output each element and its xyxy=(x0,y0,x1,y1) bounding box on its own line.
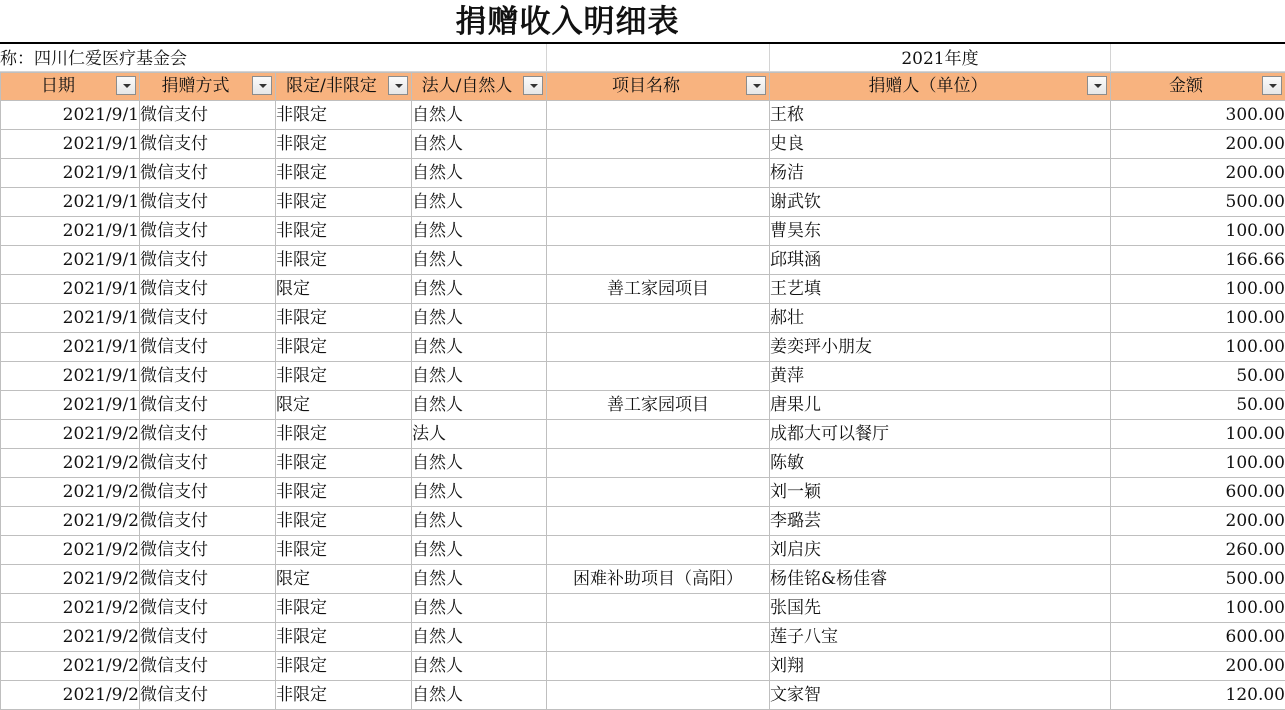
cell-scope[interactable]: 限定 xyxy=(276,275,412,304)
table-row xyxy=(1,681,1285,710)
cell-date[interactable]: 2021/9/2 xyxy=(1,420,140,449)
cell-donor[interactable]: 邱琪涵 xyxy=(770,246,1111,275)
cell-project[interactable] xyxy=(547,130,770,159)
table-row xyxy=(1,188,1285,217)
column-header-scope[interactable] xyxy=(276,73,412,101)
title-row xyxy=(0,0,1285,44)
cell-scope[interactable]: 限定 xyxy=(276,565,412,594)
cell-scope[interactable]: 非限定 xyxy=(276,420,412,449)
table-row xyxy=(1,478,1285,507)
cell-donor-type[interactable]: 自然人 xyxy=(412,681,547,710)
cell-date[interactable]: 2021/9/2 xyxy=(1,536,140,565)
cell-method[interactable]: 微信支付 xyxy=(140,681,276,710)
cell-donor[interactable]: 郝壮 xyxy=(770,304,1111,333)
cell-scope[interactable]: 非限定 xyxy=(276,362,412,391)
cell-date[interactable]: 2021/9/1 xyxy=(1,275,140,304)
cell-donor[interactable]: 莲子八宝 xyxy=(770,623,1111,652)
cell-scope[interactable]: 非限定 xyxy=(276,217,412,246)
cell-scope[interactable]: 非限定 xyxy=(276,188,412,217)
cell-divider xyxy=(546,44,547,71)
column-header-donor-type[interactable] xyxy=(412,73,547,101)
cell-project[interactable] xyxy=(547,449,770,478)
cell-scope[interactable]: 限定 xyxy=(276,391,412,420)
cell-project[interactable] xyxy=(547,681,770,710)
cell-date[interactable]: 2021/9/2 xyxy=(1,507,140,536)
cell-date[interactable]: 2021/9/1 xyxy=(1,101,140,130)
cell-scope[interactable]: 非限定 xyxy=(276,594,412,623)
column-header-label: 项目名称 xyxy=(547,73,745,100)
dropdown-filter-icon[interactable] xyxy=(523,76,543,95)
cell-donor[interactable]: 李璐芸 xyxy=(770,507,1111,536)
cell-donor[interactable]: 曹昊东 xyxy=(770,217,1111,246)
cell-scope[interactable]: 非限定 xyxy=(276,101,412,130)
cell-project[interactable] xyxy=(547,188,770,217)
cell-scope[interactable]: 非限定 xyxy=(276,652,412,681)
cell-donor-type[interactable]: 自然人 xyxy=(412,159,547,188)
cell-donor[interactable]: 杨洁 xyxy=(770,159,1111,188)
dropdown-filter-icon[interactable] xyxy=(388,76,408,95)
table-row xyxy=(1,246,1285,275)
column-header-label: 日期 xyxy=(1,73,115,100)
cell-donor[interactable]: 谢武钦 xyxy=(770,188,1111,217)
cell-donor-type[interactable]: 法人 xyxy=(412,420,547,449)
cell-date[interactable]: 2021/9/2 xyxy=(1,478,140,507)
table-row xyxy=(1,333,1285,362)
cell-method[interactable]: 微信支付 xyxy=(140,159,276,188)
cell-amount[interactable]: 600.00 xyxy=(1111,478,1285,507)
table-body xyxy=(1,101,1285,710)
column-header-donor[interactable] xyxy=(770,73,1111,101)
cell-date[interactable]: 2021/9/2 xyxy=(1,449,140,478)
cell-amount[interactable]: 50.00 xyxy=(1111,391,1285,420)
cell-amount[interactable]: 200.00 xyxy=(1111,159,1285,188)
cell-donor[interactable]: 王秾 xyxy=(770,101,1111,130)
table-row xyxy=(1,130,1285,159)
cell-method[interactable]: 微信支付 xyxy=(140,536,276,565)
table-row xyxy=(1,420,1285,449)
cell-amount[interactable]: 100.00 xyxy=(1111,594,1285,623)
cell-donor-type[interactable]: 自然人 xyxy=(412,449,547,478)
column-header-label: 法人/自然人 xyxy=(412,73,522,100)
cell-amount[interactable]: 500.00 xyxy=(1111,565,1285,594)
cell-method[interactable]: 微信支付 xyxy=(140,130,276,159)
table-row xyxy=(1,275,1285,304)
cell-donor-type[interactable]: 自然人 xyxy=(412,188,547,217)
cell-amount[interactable]: 200.00 xyxy=(1111,130,1285,159)
cell-project[interactable] xyxy=(547,507,770,536)
cell-method[interactable]: 微信支付 xyxy=(140,449,276,478)
cell-project[interactable] xyxy=(547,362,770,391)
cell-scope[interactable]: 非限定 xyxy=(276,507,412,536)
cell-scope[interactable]: 非限定 xyxy=(276,623,412,652)
donation-table xyxy=(0,72,1285,710)
cell-amount[interactable]: 100.00 xyxy=(1111,217,1285,246)
cell-project[interactable]: 困难补助项目（高阳） xyxy=(547,565,770,594)
cell-donor[interactable]: 刘翔 xyxy=(770,652,1111,681)
table-row xyxy=(1,159,1285,188)
cell-date[interactable]: 2021/9/1 xyxy=(1,391,140,420)
column-header-label: 金额 xyxy=(1111,73,1261,100)
cell-date[interactable]: 2021/9/1 xyxy=(1,130,140,159)
table-row xyxy=(1,652,1285,681)
cell-donor-type[interactable]: 自然人 xyxy=(412,246,547,275)
table-row xyxy=(1,536,1285,565)
cell-date[interactable]: 2021/9/2 xyxy=(1,623,140,652)
column-header-project[interactable] xyxy=(547,73,770,101)
cell-amount[interactable]: 100.00 xyxy=(1111,449,1285,478)
cell-method[interactable]: 微信支付 xyxy=(140,391,276,420)
table-row xyxy=(1,594,1285,623)
cell-donor-type[interactable]: 自然人 xyxy=(412,507,547,536)
cell-donor[interactable]: 刘一颖 xyxy=(770,478,1111,507)
cell-date[interactable]: 2021/9/1 xyxy=(1,246,140,275)
cell-donor-type[interactable]: 自然人 xyxy=(412,275,547,304)
dropdown-filter-icon[interactable] xyxy=(252,76,272,95)
cell-project[interactable] xyxy=(547,420,770,449)
cell-scope[interactable]: 非限定 xyxy=(276,681,412,710)
cell-amount[interactable]: 100.00 xyxy=(1111,333,1285,362)
cell-amount[interactable]: 300.00 xyxy=(1111,101,1285,130)
cell-method[interactable]: 微信支付 xyxy=(140,217,276,246)
table-row xyxy=(1,304,1285,333)
cell-method[interactable]: 微信支付 xyxy=(140,420,276,449)
cell-amount[interactable]: 500.00 xyxy=(1111,188,1285,217)
table-row xyxy=(1,391,1285,420)
cell-method[interactable]: 微信支付 xyxy=(140,246,276,275)
cell-donor-type[interactable]: 自然人 xyxy=(412,391,547,420)
cell-method[interactable]: 微信支付 xyxy=(140,333,276,362)
cell-amount[interactable]: 120.00 xyxy=(1111,681,1285,710)
cell-divider xyxy=(1110,44,1111,71)
table-row xyxy=(1,449,1285,478)
cell-amount[interactable]: 200.00 xyxy=(1111,652,1285,681)
table-row xyxy=(1,565,1285,594)
cell-amount[interactable]: 100.00 xyxy=(1111,420,1285,449)
cell-donor-type[interactable]: 自然人 xyxy=(412,594,547,623)
table-row xyxy=(1,623,1285,652)
column-header-method[interactable] xyxy=(140,73,276,101)
cell-donor[interactable]: 王艺填 xyxy=(770,275,1111,304)
cell-donor[interactable]: 史良 xyxy=(770,130,1111,159)
cell-donor-type[interactable]: 自然人 xyxy=(412,130,547,159)
cell-donor-type[interactable]: 自然人 xyxy=(412,652,547,681)
cell-project[interactable] xyxy=(547,101,770,130)
cell-scope[interactable]: 非限定 xyxy=(276,159,412,188)
cell-project[interactable] xyxy=(547,652,770,681)
cell-method[interactable]: 微信支付 xyxy=(140,507,276,536)
cell-date[interactable]: 2021/9/1 xyxy=(1,188,140,217)
cell-donor[interactable]: 陈敏 xyxy=(770,449,1111,478)
cell-method[interactable]: 微信支付 xyxy=(140,188,276,217)
cell-amount[interactable]: 50.00 xyxy=(1111,362,1285,391)
cell-project[interactable] xyxy=(547,478,770,507)
cell-donor-type[interactable]: 自然人 xyxy=(412,478,547,507)
table-row xyxy=(1,362,1285,391)
column-header-label: 捐赠人（单位） xyxy=(770,73,1086,100)
column-header-date[interactable] xyxy=(1,73,140,101)
cell-donor[interactable]: 杨佳铭&杨佳睿 xyxy=(770,565,1111,594)
cell-date[interactable]: 2021/9/1 xyxy=(1,159,140,188)
cell-scope[interactable]: 非限定 xyxy=(276,536,412,565)
cell-date[interactable]: 2021/9/1 xyxy=(1,362,140,391)
dropdown-filter-icon[interactable] xyxy=(746,76,766,95)
cell-donor[interactable]: 姜奕玶小朋友 xyxy=(770,333,1111,362)
cell-donor[interactable]: 黄萍 xyxy=(770,362,1111,391)
cell-project[interactable] xyxy=(547,246,770,275)
cell-method[interactable]: 微信支付 xyxy=(140,275,276,304)
column-header-label: 限定/非限定 xyxy=(276,73,387,100)
cell-amount[interactable]: 200.00 xyxy=(1111,507,1285,536)
cell-scope[interactable]: 非限定 xyxy=(276,478,412,507)
cell-donor[interactable]: 刘启庆 xyxy=(770,536,1111,565)
cell-method[interactable]: 微信支付 xyxy=(140,594,276,623)
sheet-title[interactable]: 捐赠收入明细表 xyxy=(0,0,1135,42)
cell-project[interactable]: 善工家园项目 xyxy=(547,275,770,304)
cell-amount[interactable]: 100.00 xyxy=(1111,275,1285,304)
cell-project[interactable] xyxy=(547,536,770,565)
cell-project[interactable] xyxy=(547,333,770,362)
dropdown-filter-icon[interactable] xyxy=(1262,76,1282,95)
cell-date[interactable]: 2021/9/2 xyxy=(1,681,140,710)
cell-method[interactable]: 微信支付 xyxy=(140,362,276,391)
cell-donor[interactable]: 成都大可以餐厅 xyxy=(770,420,1111,449)
cell-method[interactable]: 微信支付 xyxy=(140,101,276,130)
cell-date[interactable]: 2021/9/2 xyxy=(1,594,140,623)
column-header-amount[interactable] xyxy=(1111,73,1285,101)
cell-donor[interactable]: 文家智 xyxy=(770,681,1111,710)
cell-date[interactable]: 2021/9/2 xyxy=(1,565,140,594)
cell-scope[interactable]: 非限定 xyxy=(276,304,412,333)
cell-amount[interactable]: 100.00 xyxy=(1111,304,1285,333)
cell-scope[interactable]: 非限定 xyxy=(276,333,412,362)
cell-donor[interactable]: 唐果儿 xyxy=(770,391,1111,420)
header-row xyxy=(1,73,1285,101)
cell-amount[interactable]: 600.00 xyxy=(1111,623,1285,652)
cell-amount[interactable]: 166.66 xyxy=(1111,246,1285,275)
cell-donor-type[interactable]: 自然人 xyxy=(412,623,547,652)
cell-donor-type[interactable]: 自然人 xyxy=(412,217,547,246)
org-row xyxy=(0,44,1285,72)
cell-project[interactable] xyxy=(547,217,770,246)
cell-project[interactable] xyxy=(547,304,770,333)
year-label[interactable]: 2021年度 xyxy=(770,44,1110,74)
cell-method[interactable]: 微信支付 xyxy=(140,565,276,594)
cell-date[interactable]: 2021/9/2 xyxy=(1,652,140,681)
cell-donor-type[interactable]: 自然人 xyxy=(412,362,547,391)
cell-donor-type[interactable]: 自然人 xyxy=(412,101,547,130)
cell-scope[interactable]: 非限定 xyxy=(276,130,412,159)
cell-project[interactable] xyxy=(547,594,770,623)
cell-donor-type[interactable]: 自然人 xyxy=(412,536,547,565)
cell-method[interactable]: 微信支付 xyxy=(140,478,276,507)
table-row xyxy=(1,507,1285,536)
cell-date[interactable]: 2021/9/1 xyxy=(1,333,140,362)
cell-donor-type[interactable]: 自然人 xyxy=(412,304,547,333)
cell-project[interactable] xyxy=(547,623,770,652)
cell-method[interactable]: 微信支付 xyxy=(140,652,276,681)
table-row xyxy=(1,217,1285,246)
cell-donor-type[interactable]: 自然人 xyxy=(412,565,547,594)
cell-donor-type[interactable]: 自然人 xyxy=(412,333,547,362)
cell-scope[interactable]: 非限定 xyxy=(276,246,412,275)
cell-method[interactable]: 微信支付 xyxy=(140,623,276,652)
cell-amount[interactable]: 260.00 xyxy=(1111,536,1285,565)
column-header-label: 捐赠方式 xyxy=(140,73,251,100)
cell-method[interactable]: 微信支付 xyxy=(140,304,276,333)
cell-donor[interactable]: 张国先 xyxy=(770,594,1111,623)
dropdown-filter-icon[interactable] xyxy=(1087,76,1107,95)
dropdown-filter-icon[interactable] xyxy=(116,76,136,95)
organization-name[interactable]: 称：四川仁爱医疗基金会 xyxy=(0,44,540,71)
cell-project[interactable]: 善工家园项目 xyxy=(547,391,770,420)
table-row xyxy=(1,101,1285,130)
cell-date[interactable]: 2021/9/1 xyxy=(1,304,140,333)
cell-scope[interactable]: 非限定 xyxy=(276,449,412,478)
cell-project[interactable] xyxy=(547,159,770,188)
cell-date[interactable]: 2021/9/1 xyxy=(1,217,140,246)
